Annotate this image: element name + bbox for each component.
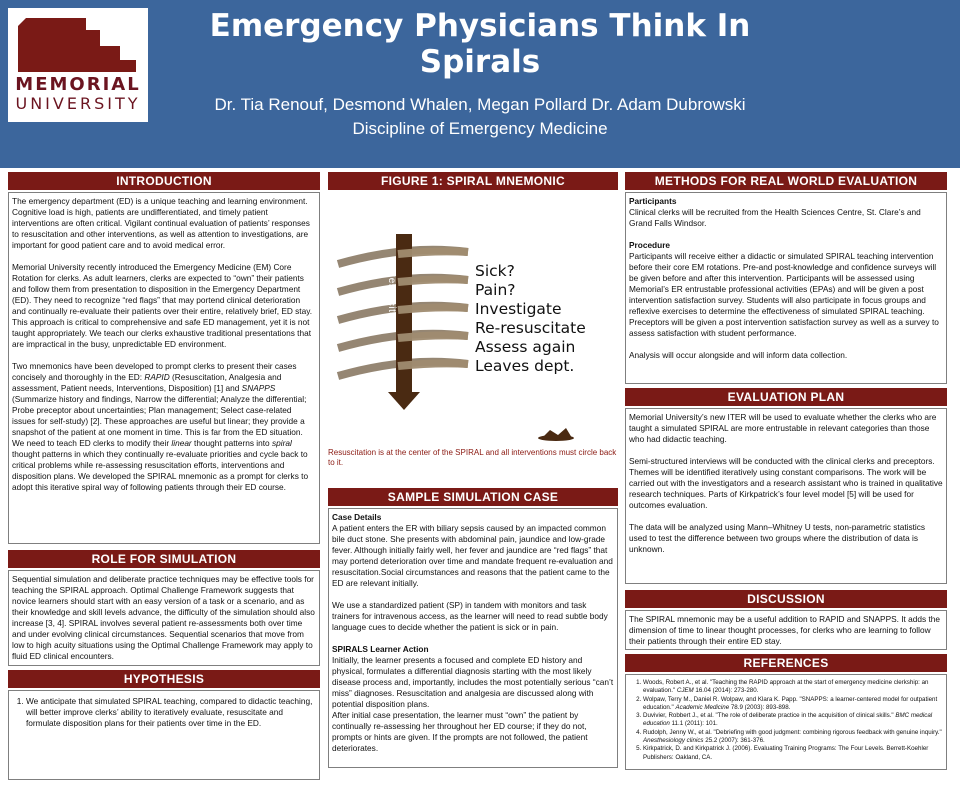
spiral-word-pain: Pain?	[475, 281, 516, 299]
figure-caption: Resuscitation is at the center of the SPIRAL and all interventions must circle back to it.	[328, 448, 617, 467]
evaluation-paragraph-1: Memorial University’s new ITER will be used to evaluate whether the clerks who are taught a simulated SPIRAL are more entrustable in relevant categories than those who had didactic teaching.	[629, 412, 937, 444]
poster-header	[0, 0, 960, 168]
discussion-box	[625, 610, 947, 650]
evaluation-box	[625, 408, 947, 584]
procedure-text-2: Preceptors will be given a post intervention satisfaction survey as well as a survey to assess satisfaction with student performance.	[629, 317, 939, 338]
poster-authors: Dr. Tia Renouf, Desmond Whalen, Megan Pollard Dr. Adam Dubrowski	[214, 95, 746, 114]
procedure-title: Procedure	[629, 240, 671, 250]
discussion-text: The SPIRAL mnemonic may be a useful addition to RAPID and SNAPPS. It adds the dimension of time to linear thought processes, for clerks who are learning to follow their patients through their entire ED stay.	[629, 614, 940, 646]
participants-text: Clinical clerks will be recruited from the Health Sciences Centre, St. Clare’s and Grand Falls Windsor.	[629, 207, 921, 228]
reference-item: 2. Wolpaw, Terry M., Daniel R. Wolpaw, and Klara K. Papp. "SNAPPS: a learner-centered model for outpatient education." Academic Medicine 78.9 (2003): 893-898.	[643, 696, 943, 713]
evaluation-heading: EVALUATION PLAN	[625, 388, 947, 406]
memorial-university-logo	[8, 8, 148, 122]
references-heading: REFERENCES	[625, 654, 947, 672]
references-box	[625, 674, 947, 770]
spiral-word-investigate: Investigate	[475, 300, 562, 318]
hypothesis-item: 1. We anticipate that simulated SPIRAL teaching, compared to didactic teaching, will better improve clerks’ ability to iteratively evaluate, resuscitate and formulate disposition plans for their patients over time in the ED.	[26, 696, 316, 729]
evaluation-paragraph-2: Semi-structured interviews will be conducted with the clinical clerks and preceptors. Themes will be identified iteratively using constant comparisons. The work will be carried out with the investigators and a research assistant who is trained in qualitative research techniques. Parts of Kirkpatrick’s four level model [5] will be used for outcomes evaluation.	[629, 456, 943, 510]
role-box	[8, 570, 320, 666]
case-action-text-1: Initially, the learner presents a focused and complete ED history and physical, formulates a differential diagnosis starting with the most likely disease process and, importantly, includes the most potentially serious “can’t miss” diagnoses. Resuscitation and analgesia are discussed along with potential disposition plans.	[332, 655, 614, 709]
poster-title: Emergency Physicians Think In Spirals	[209, 8, 751, 80]
references-list	[629, 679, 943, 762]
case-details-text: A patient enters the ER with biliary sepsis caused by an impacted common bile duct stone. She presents with abdominal pain, jaundice and low-grade fever. Although initially fairly well, her fever and jaundice are “red flags” that may portend deterioration over time and mandate frequent re-evaluation and resuscitation.Social circumstances and reasons that the patient came to the ED are relevant initially.	[332, 523, 613, 588]
procedure-text-1: Participants will receive either a didactic or simulated SPIRAL teaching intervention before their core EM rotations. Pre-and post-knowledge and confidence surveys will be given before and after this intervention. Participants will be assessed using Memorial’s ER entrustable professional activities (EPAs) and will be given a post intervention satisfaction survey. Students will also participate in focus groups and reflexive exercises to determine the effectiveness of simulated SPIRAL teaching.	[629, 251, 937, 316]
spiral-words	[475, 262, 586, 376]
case-action-text-2: After initial case presentation, the learner must “own” the patient by continually re-assessing her throughout her ED course; if they do not, prompts or hints are given. If the prompts are not followed, the patient deteriorates.	[332, 710, 588, 753]
case-heading: SAMPLE SIMULATION CASE	[328, 488, 618, 506]
intro-paragraph-1: The emergency department (ED) is a unique teaching and learning environment. Cognitive load is high, patients are undifferentiated, and timely patient interventions are often critical. Vigilant continual evaluation of patients’ responses to resuscitation and other interventions, as well as attention to investigations, are important for good patient care and to avoid medical error.	[12, 196, 310, 250]
spiral-word-sick: Sick?	[475, 262, 515, 280]
hypothesis-box	[8, 690, 320, 780]
discussion-heading: DISCUSSION	[625, 590, 947, 608]
evaluation-paragraph-3: The data will be analyzed using Mann–Whitney U tests, non-parametric statistics used to test the difference between two groups where the distribution of data is unknown.	[629, 522, 926, 554]
poster-department: Discipline of Emergency Medicine	[352, 119, 608, 138]
role-text: Sequential simulation and deliberate practice techniques may be effective tools for teaching the SPIRAL approach. Optimal Challenge Framework suggests that novice learners should start with an easy version of a task or a scenario, and as their knowledge and skill levels advance, the difficulty of the simulation should also increase [3, 4]. SPIRAL involves several patient re-assessments both over time and under evolving clinical circumstances. Sequential scenarios that move from low to high acuity situations using the Optimal Challenge Framework may apply to fluid ED clinical encounters.	[12, 574, 315, 661]
reference-item: 3. Duvivier, Robbert J., et al. "The role of deliberate practice in the acquisition of clinical skills." BMC medical education 11.1 (2011): 101.	[643, 712, 943, 729]
spiral-word-leaves-dept: Leaves dept.	[475, 357, 575, 375]
analysis-text: Analysis will occur alongside and will inform data collection.	[629, 350, 848, 360]
case-box	[328, 508, 618, 768]
participants-title: Participants	[629, 196, 677, 206]
case-sp-text: We use a standardized patient (SP) in tandem with monitors and task trainers for intravenous access, as the learner will need to read subtle body language cues to decide whether the patient is sick or in pain.	[332, 600, 608, 632]
case-action-title: SPIRALS Learner Action	[332, 644, 429, 654]
role-heading: ROLE FOR SIMULATION	[8, 550, 320, 568]
spiral-word-assess-again: Assess again	[475, 338, 576, 356]
resuscitate-label: Resuscitate	[386, 270, 397, 328]
intro-paragraph-2: Memorial University recently introduced the Emergency Medicine (EM) Core Rotation for clerks. As adult learners, clerks are expected to “own” their patients and follow them from presentation to disposition in the Emergency Department (ED). They need to recognize “red flags” that may portend clinical deterioration and continually re-evaluate their patients over their entire, relatively brief, ED stay. This approach is critical to comprehensive and safe ED management, yet it is not taught appropriately. We teach our clerks exhaustive traditional presentations that are impractical in the busy, unpredictable ED environment.	[12, 262, 313, 349]
methods-box	[625, 192, 947, 384]
introduction-heading: INTRODUCTION	[8, 172, 320, 190]
case-details-title: Case Details	[332, 512, 382, 522]
introduction-box	[8, 192, 320, 544]
spiral-word-re-resuscitate: Re-resuscitate	[475, 319, 586, 337]
intro-paragraph-3: Two mnemonics have been developed to prompt clerks to present their cases concisely and thoroughly in the ED: RAPID (Resuscitation, Analgesia and assessment, Patient needs, Interventions, Disposition) [1] and SNAPPS (Summarize history and findings, Narrow the differential; Analyze the differential; Probe preceptor about uncertainties; Plan management; Select case-related issues for self-study) [2]. These approaches are useful but linear; they provide a snapshot of the patient at one moment in time. This is far from the ED situation. We need to teach ED clerks to modify their linear thought patterns into spiral thought patterns in which they continually re-evaluate priorities and cycle back to critical problems while re-assessing resuscitation efforts, interventions and disposition plans. We developed the SPIRAL mnemonic as a prompt for clerks to adopt this iterative spiral way of following patients through their ED course.	[12, 361, 309, 492]
memorial-logo-icon	[16, 16, 140, 74]
methods-heading: METHODS FOR REAL WORLD EVALUATION	[625, 172, 947, 190]
reference-item: 4. Rudolph, Jenny W., et al. "Debriefing with good judgment: combining rigorous feedback with genuine inquiry." Anesthesiology clinics 25.2 (2007): 361-376.	[643, 729, 943, 746]
hypothesis-list	[12, 696, 316, 729]
figure-heading: FIGURE 1: SPIRAL MNEMONIC	[328, 172, 618, 190]
reference-item: 1. Woods, Robert A., et al. "Teaching the RAPID approach at the start of emergency medicine clerkship: an evaluation." CJEM 16.04 (2014): 273-280.	[643, 679, 943, 696]
reference-item: 5. Kirkpatrick, D. and Kirkpatrick J. (2006). Evaluating Training Programs: The Four Levels. Berrett-Koehler Publishers: Oakland, CA.	[643, 745, 943, 762]
logo-line1: MEMORIAL	[15, 74, 141, 95]
hypothesis-heading: HYPOTHESIS	[8, 670, 320, 688]
decorative-scribble	[538, 428, 574, 441]
logo-line2: UNIVERSITY	[15, 94, 141, 113]
